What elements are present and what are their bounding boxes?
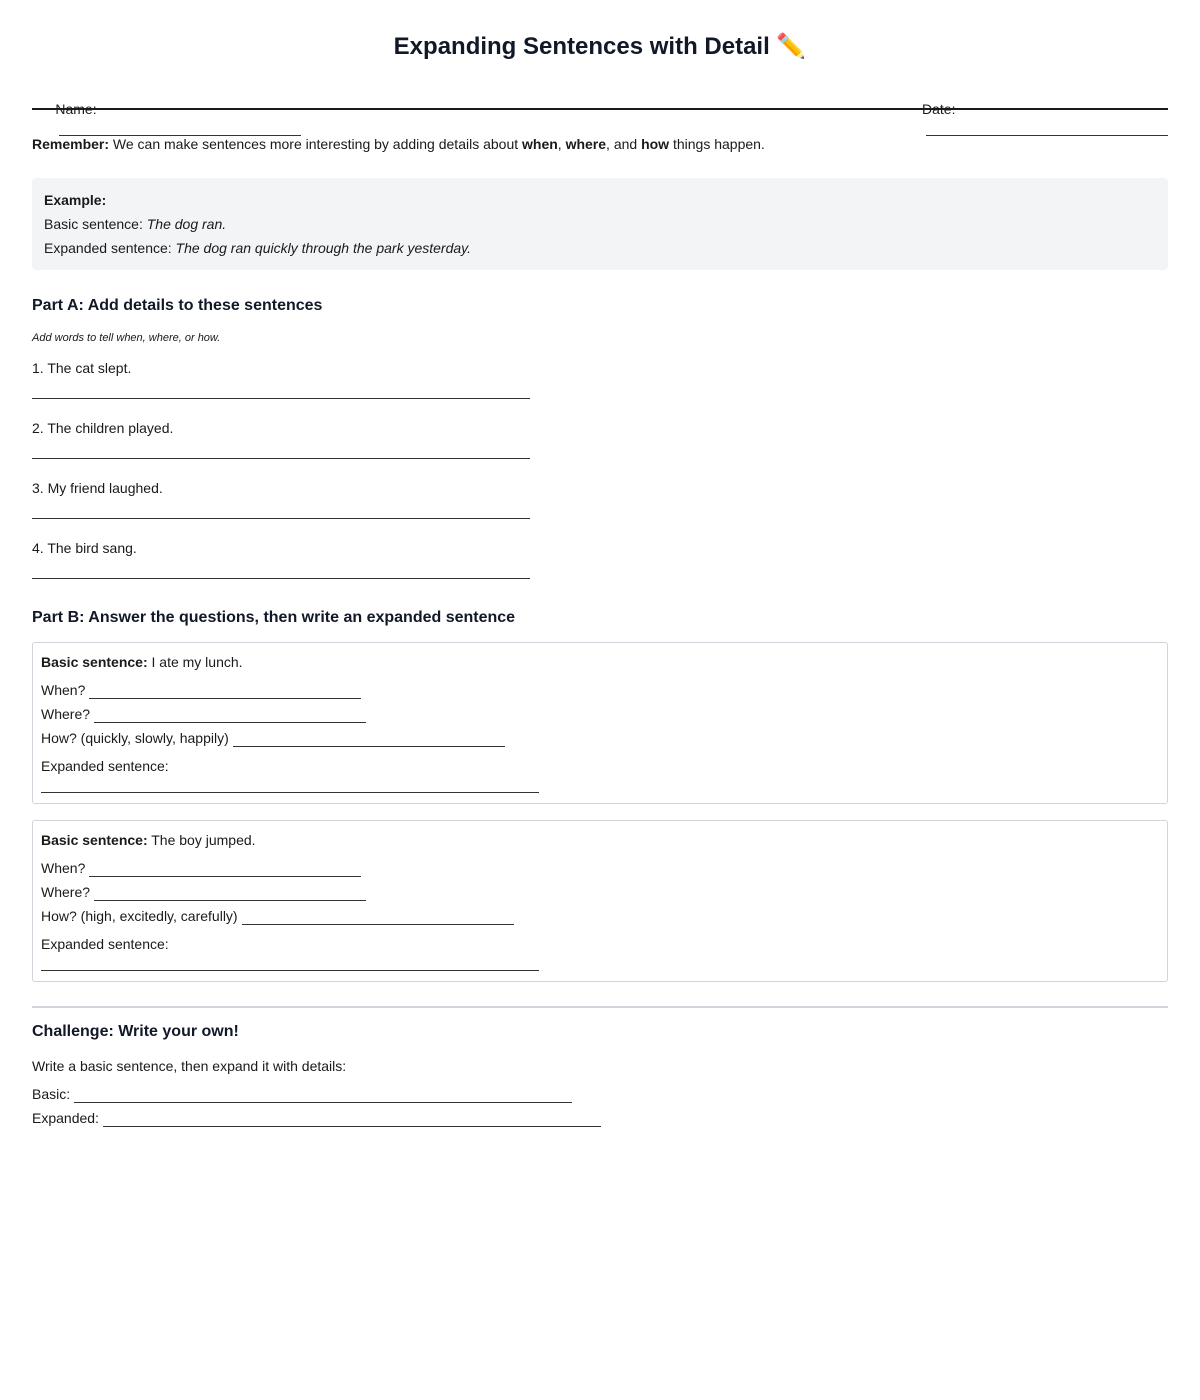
example-basic	[44, 215, 226, 233]
how-row	[41, 729, 505, 747]
where-label: Where?	[41, 884, 91, 900]
when-row	[41, 859, 361, 877]
challenge-expanded-row	[32, 1109, 601, 1127]
remember-text-end: things happen.	[669, 136, 765, 152]
when-input-line[interactable]	[89, 862, 361, 877]
part-a-answer-line-2[interactable]	[32, 458, 530, 459]
how-row	[41, 907, 514, 925]
part-a-answer-line-3[interactable]	[32, 518, 530, 519]
where-input-line[interactable]	[94, 886, 366, 901]
where-row	[41, 883, 366, 901]
remember-and: , and	[606, 136, 642, 152]
expanded-input-line[interactable]	[41, 970, 539, 971]
page-title: Expanding Sentences with Detail ✏️	[393, 33, 807, 60]
example-expanded	[44, 239, 471, 257]
challenge-basic-label: Basic:	[32, 1086, 71, 1102]
challenge-basic-row	[32, 1085, 572, 1103]
basic-sentence-label: Basic sentence:	[41, 654, 148, 670]
when-input-line[interactable]	[89, 684, 361, 699]
keyword-how: how	[641, 136, 670, 152]
name-label: Name:	[55, 101, 97, 117]
section-divider	[32, 1006, 1168, 1008]
when-label: When?	[41, 860, 86, 876]
name-input-line[interactable]	[59, 121, 301, 136]
remember-note	[32, 135, 765, 153]
keyword-where: where	[565, 136, 607, 152]
remember-comma: ,	[557, 136, 566, 152]
part-b-basic-1	[41, 653, 243, 671]
challenge-heading: Challenge: Write your own!	[32, 1023, 239, 1040]
example-basic-label: Basic sentence:	[44, 216, 147, 232]
part-b-heading: Part B: Answer the questions, then write an expanded sentence	[32, 609, 516, 626]
date-input-line[interactable]	[926, 121, 1168, 136]
example-expanded-label: Expanded sentence:	[44, 240, 176, 256]
date-field	[899, 82, 1168, 154]
where-label: Where?	[41, 706, 91, 722]
when-label: When?	[41, 682, 86, 698]
example-basic-text: The dog ran.	[146, 216, 227, 232]
challenge-instruction: Write a basic sentence, then expand it with details:	[32, 1058, 347, 1074]
keyword-when: when	[522, 136, 558, 152]
how-label: How? (quickly, slowly, happily)	[41, 730, 229, 746]
part-a-item-4: 4. The bird sang.	[32, 540, 137, 556]
expanded-label: Expanded sentence:	[41, 936, 169, 952]
part-a-item-2: 2. The children played.	[32, 420, 174, 436]
part-b-basic-2	[41, 831, 256, 849]
example-label: Example:	[44, 192, 107, 208]
basic-sentence-label: Basic sentence:	[41, 832, 148, 848]
part-a-answer-line-4[interactable]	[32, 578, 530, 579]
remember-label: Remember:	[32, 136, 110, 152]
header-row	[32, 80, 1168, 117]
challenge-expanded-label: Expanded:	[32, 1110, 99, 1126]
how-input-line[interactable]	[233, 732, 505, 747]
part-b-box-2	[32, 820, 1168, 982]
part-a-item-3: 3. My friend laughed.	[32, 480, 163, 496]
basic-sentence-text: I ate my lunch.	[147, 654, 243, 670]
expanded-label: Expanded sentence:	[41, 758, 169, 774]
part-b-box-1	[32, 642, 1168, 804]
part-a-item-1: 1. The cat slept.	[32, 360, 132, 376]
remember-text: We can make sentences more interesting by adding details about	[109, 136, 523, 152]
when-row	[41, 681, 361, 699]
example-expanded-text: The dog ran quickly through the park yesterday.	[175, 240, 472, 256]
part-a-answer-line-1[interactable]	[32, 398, 530, 399]
challenge-basic-input-line[interactable]	[74, 1088, 572, 1103]
how-input-line[interactable]	[242, 910, 514, 925]
example-box	[32, 178, 1168, 270]
part-a-heading: Part A: Add details to these sentences	[32, 297, 323, 314]
how-label: How? (high, excitedly, carefully)	[41, 908, 238, 924]
challenge-expanded-input-line[interactable]	[103, 1112, 601, 1127]
basic-sentence-text: The boy jumped.	[147, 832, 256, 848]
expanded-input-line[interactable]	[41, 792, 539, 793]
where-input-line[interactable]	[94, 708, 366, 723]
date-label: Date:	[922, 101, 956, 117]
where-row	[41, 705, 366, 723]
part-a-instruction: Add words to tell when, where, or how.	[32, 332, 221, 344]
